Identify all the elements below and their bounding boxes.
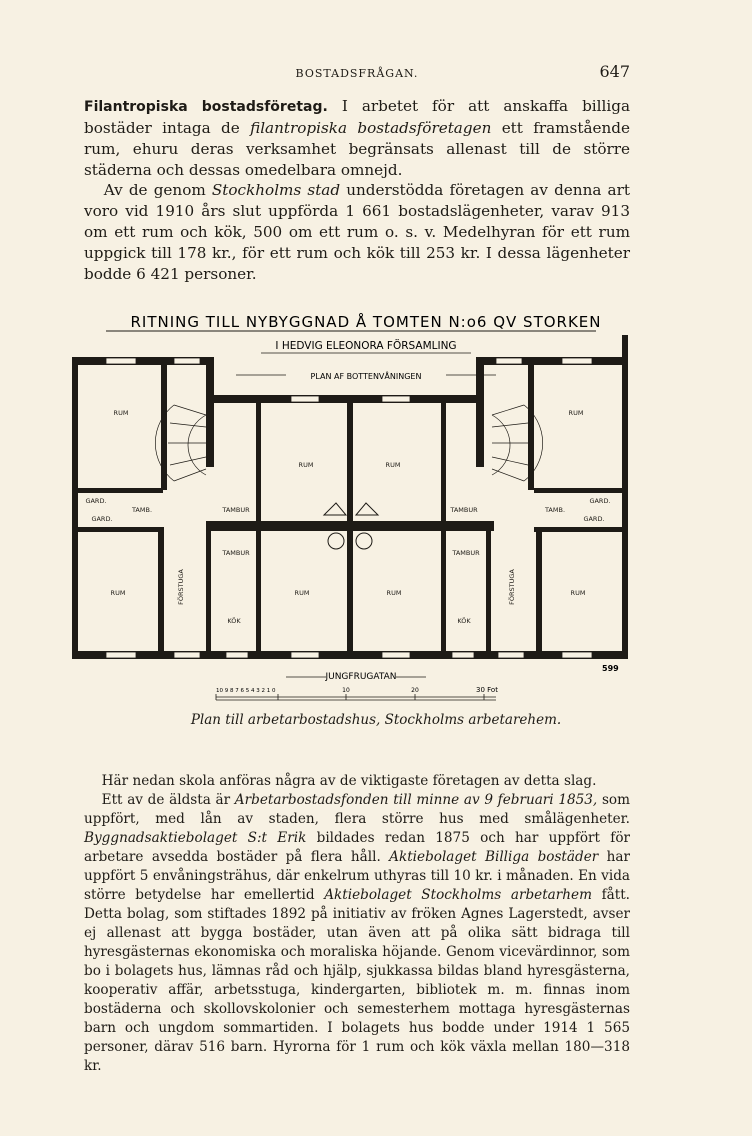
floor-plan-figure [66, 305, 636, 705]
plan-title: RITNING TILL NYBYGGNAD Å TOMTEN N:o6 QV STORKEN [130, 313, 602, 331]
hall-label-4: TAMBUR [452, 549, 480, 557]
pantry-label-2: TAMB. [544, 506, 566, 514]
room-label-2: RUM [298, 461, 314, 469]
building-walls [72, 335, 628, 659]
page-header [84, 62, 630, 84]
plan-subtitle: I HEDVIG ELEONORA FÖRSAMLING [275, 340, 457, 352]
closet-label-2: GARD. [91, 515, 113, 523]
para4-italic-billiga: Aktiebolaget Billiga bostäder [389, 849, 599, 865]
para4-italic-st-erik: Byggnadsaktiebolaget S:t Erik [84, 830, 307, 846]
paragraph-intro-list: Här nedan skola anföras några av de viktigaste företagen av detta slag. [101, 773, 597, 789]
closet-label-3: GARD. [589, 497, 611, 505]
room-label-4: RUM [568, 409, 584, 417]
para4-text-c: som uppfört, med lån av staden, flera större hus med smålägenheter. [84, 792, 631, 827]
room-label-6: RUM [294, 589, 310, 597]
plan-floor-label: PLAN AF BOTTENVÅNINGEN [310, 372, 422, 381]
scale-10: 10 [342, 687, 350, 694]
running-title: BOSTADSFRÅGAN. [295, 67, 419, 80]
paragraph-statistics [84, 180, 630, 285]
figure-number: 599 [602, 664, 619, 673]
para4-text-i: fått. Detta bolag, som stiftades 1892 på initiativ av fröken Agnes Lagerstedt, avser ej allenast att bygga bostäder, utan även att på olika sätt bidraga till hyresgästernas ekonomiska och moraliska höjande. Genom vicevärdinnor, som bo i bolagets hus, lämnas råd och hjälp, sjukkassa bildas bland hyresgästerna, kooperativ affär, arbetsstuga, kindergarten, bibliotek m. m. finnas inom bostäderna och skollovskolonier och semesterhem mottaga hyresgästernas barn och ungdom sommartiden. I bolagets hus bodde under 1914 1 565 personer, därav 516 barn. Hyrorna för 1 rum och kök växla mellan 180—318 kr. [84, 887, 630, 1074]
para4-text-a: Ett av de äldsta är [101, 792, 235, 808]
closet-label-4: GARD. [583, 515, 605, 523]
para4-italic-arbetarhem: Aktiebolaget Stockholms arbetarhem [324, 887, 592, 903]
para2-text-c: understödda företagen av denna art voro vid 1910 års slut uppförda 1 661 bostadslägenheter, varav 913 om ett rum och kök, 500 om ett rum o. s. v. Medelhyran för ett rum uppgick till 178 kr., för ett rum och kök till 253 kr. I dessa lägenheter bodde 6 421 personer. [84, 181, 630, 283]
hall-label-3: TAMBUR [222, 549, 250, 557]
scale-unit: 30 Fot [476, 686, 498, 694]
room-label-7: RUM [386, 589, 402, 597]
hall-label-1: TAMBUR [222, 506, 250, 514]
stair-label-left: FÖRSTUGA [177, 569, 185, 605]
hall-label-2: TAMBUR [450, 506, 478, 514]
para4-text-g: har uppfört 5 envåningsträhus, där enkelrum uthyras till 10 kr. i månaden. En vida större betydelse har emellertid [84, 849, 630, 903]
section-heading: Filantropiska bostadsföretag. [84, 99, 328, 115]
paragraph-intro [84, 96, 630, 181]
para4-text-e: bildades redan 1875 och har uppfört för arbetare avsedda bostäder på flera håll. [84, 830, 631, 865]
para1-text-a: I arbetet för att anskaffa billiga bostäder intaga de [84, 97, 631, 137]
room-label-1: RUM [113, 409, 129, 417]
pantry-label-1: TAMB. [131, 506, 153, 514]
kitchen-label-1: KÖK [227, 617, 241, 625]
room-label-3: RUM [385, 461, 401, 469]
kitchen-label-2: KÖK [457, 617, 471, 625]
room-label-8: RUM [570, 589, 586, 597]
closet-label-1: GARD. [85, 497, 107, 505]
scale-20: 20 [411, 687, 419, 694]
stair-label-right: FÖRSTUGA [508, 569, 516, 605]
page-number: 647 [599, 62, 630, 81]
paragraph-companies [84, 791, 630, 1076]
para4-italic-fund: Arbetarbostadsfonden till minne av 9 februari 1853, [234, 792, 598, 808]
para1-text-c: ett framstående rum, ehuru deras verksamhet begränsats allenast till de större städerna och dessas omedelbara omnejd. [84, 119, 630, 179]
room-label-5: RUM [110, 589, 126, 597]
figure-caption: Plan till arbetarbostadshus, Stockholms arbetarehem. [190, 712, 562, 728]
body-text-lower [84, 772, 630, 1076]
para2-text-a: Av de genom [103, 181, 212, 199]
staircase-right [492, 405, 543, 481]
scale-bar [216, 694, 496, 700]
scale-ticks: 10 9 8 7 6 5 4 3 2 1 0 [216, 688, 276, 694]
para2-italic: Stockholms stad [211, 181, 341, 199]
street-label: JUNGFRUGATAN [325, 672, 397, 682]
para1-italic: filantropiska bostadsföretagen [250, 119, 492, 137]
